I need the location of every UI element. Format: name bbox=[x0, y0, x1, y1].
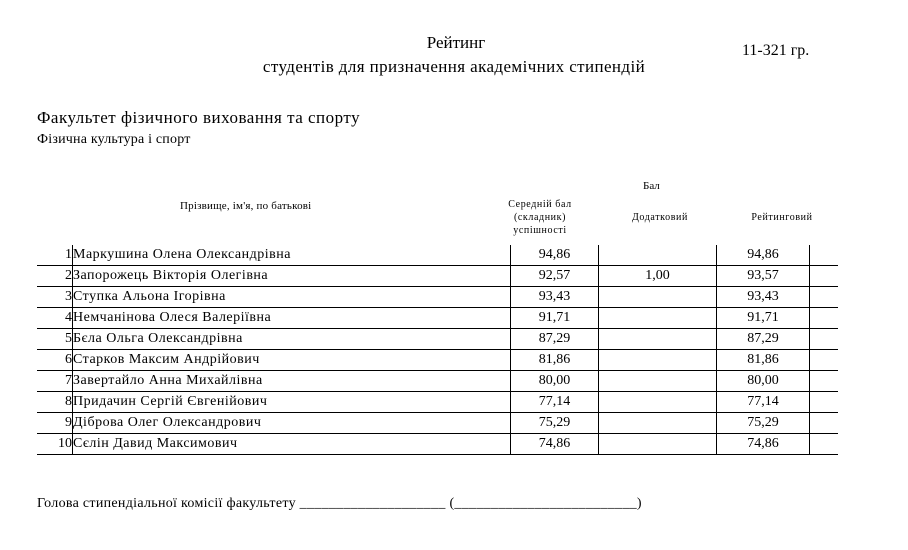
student-name: Ступка Альона Ігорівна bbox=[73, 287, 511, 308]
row-number: 1 bbox=[37, 245, 73, 266]
column-header-rating: Рейтинговий bbox=[751, 212, 813, 223]
average-score: 77,14 bbox=[511, 392, 599, 413]
additional-score bbox=[599, 392, 717, 413]
table-row bbox=[37, 413, 838, 434]
rating-score: 91,71 bbox=[717, 308, 810, 329]
student-name: Бєла Ольга Олександрівна bbox=[73, 329, 511, 350]
empty-cell bbox=[810, 371, 839, 392]
rating-score: 75,29 bbox=[717, 413, 810, 434]
empty-cell bbox=[810, 413, 839, 434]
table-row bbox=[37, 371, 838, 392]
rating-table-body bbox=[37, 245, 838, 455]
rating-score: 80,00 bbox=[717, 371, 810, 392]
table-row bbox=[37, 329, 838, 350]
student-name: Завертайло Анна Михайлівна bbox=[73, 371, 511, 392]
additional-score bbox=[599, 287, 717, 308]
empty-cell bbox=[810, 350, 839, 371]
empty-cell bbox=[810, 434, 839, 455]
row-number: 4 bbox=[37, 308, 73, 329]
average-score: 80,00 bbox=[511, 371, 599, 392]
row-number: 6 bbox=[37, 350, 73, 371]
column-header-additional: Додатковий bbox=[632, 212, 688, 223]
faculty-name: Факультет фізичного виховання та спорту bbox=[37, 108, 361, 127]
student-name: Старков Максим Андрійович bbox=[73, 350, 511, 371]
table-row bbox=[37, 434, 838, 455]
document-title: Рейтинг bbox=[426, 33, 486, 52]
group-label: 11-321 гр. bbox=[742, 42, 810, 59]
row-number: 3 bbox=[37, 287, 73, 308]
empty-cell bbox=[810, 308, 839, 329]
average-score: 94,86 bbox=[511, 245, 599, 266]
row-number: 7 bbox=[37, 371, 73, 392]
student-name: Маркушина Олена Олександрівна bbox=[73, 245, 511, 266]
rating-score: 93,43 bbox=[717, 287, 810, 308]
empty-cell bbox=[810, 329, 839, 350]
average-score: 93,43 bbox=[511, 287, 599, 308]
row-number: 10 bbox=[37, 434, 73, 455]
rating-score: 93,57 bbox=[717, 266, 810, 287]
table-row bbox=[37, 245, 838, 266]
table-row bbox=[37, 266, 838, 287]
student-name: Немчанінова Олеся Валеріївна bbox=[73, 308, 511, 329]
row-number: 9 bbox=[37, 413, 73, 434]
specialty-name: Фізична культура і спорт bbox=[37, 132, 191, 147]
additional-score bbox=[599, 308, 717, 329]
table-row bbox=[37, 287, 838, 308]
student-name: Сєлін Давид Максимович bbox=[73, 434, 511, 455]
additional-score bbox=[599, 329, 717, 350]
row-number: 5 bbox=[37, 329, 73, 350]
student-name: Діброва Олег Олександрович bbox=[73, 413, 511, 434]
empty-cell bbox=[810, 287, 839, 308]
column-header-average-line2: (складник) bbox=[513, 212, 567, 223]
additional-score bbox=[599, 434, 717, 455]
average-score: 81,86 bbox=[511, 350, 599, 371]
column-header-average-line3: успішності bbox=[513, 225, 567, 236]
student-name: Запорожець Вікторія Олегівна bbox=[73, 266, 511, 287]
additional-score bbox=[599, 245, 717, 266]
average-score: 91,71 bbox=[511, 308, 599, 329]
rating-score: 87,29 bbox=[717, 329, 810, 350]
row-number: 2 bbox=[37, 266, 73, 287]
additional-score bbox=[599, 350, 717, 371]
table-row bbox=[37, 308, 838, 329]
empty-cell bbox=[810, 245, 839, 266]
additional-score bbox=[599, 413, 717, 434]
additional-score bbox=[599, 371, 717, 392]
rating-table bbox=[37, 245, 838, 455]
average-score: 74,86 bbox=[511, 434, 599, 455]
document-subtitle: студентів для призначення академічних стипендій bbox=[262, 57, 646, 76]
average-score: 92,57 bbox=[511, 266, 599, 287]
column-header-name: Прізвище, ім'я, по батькові bbox=[180, 200, 312, 212]
rating-score: 74,86 bbox=[717, 434, 810, 455]
column-header-average bbox=[500, 198, 580, 237]
rating-score: 94,86 bbox=[717, 245, 810, 266]
table-row bbox=[37, 392, 838, 413]
additional-score: 1,00 bbox=[599, 266, 717, 287]
column-header-average-line1: Середній бал bbox=[508, 199, 572, 210]
rating-score: 77,14 bbox=[717, 392, 810, 413]
signature-line: Голова стипендіальної комісії факультету ____________________ (_________________________) bbox=[37, 496, 642, 511]
empty-cell bbox=[810, 392, 839, 413]
table-row bbox=[37, 350, 838, 371]
rating-score: 81,86 bbox=[717, 350, 810, 371]
average-score: 75,29 bbox=[511, 413, 599, 434]
student-name: Придачин Сергій Євгенійович bbox=[73, 392, 511, 413]
empty-cell bbox=[810, 266, 839, 287]
average-score: 87,29 bbox=[511, 329, 599, 350]
column-group-header-score: Бал bbox=[643, 180, 660, 192]
row-number: 8 bbox=[37, 392, 73, 413]
